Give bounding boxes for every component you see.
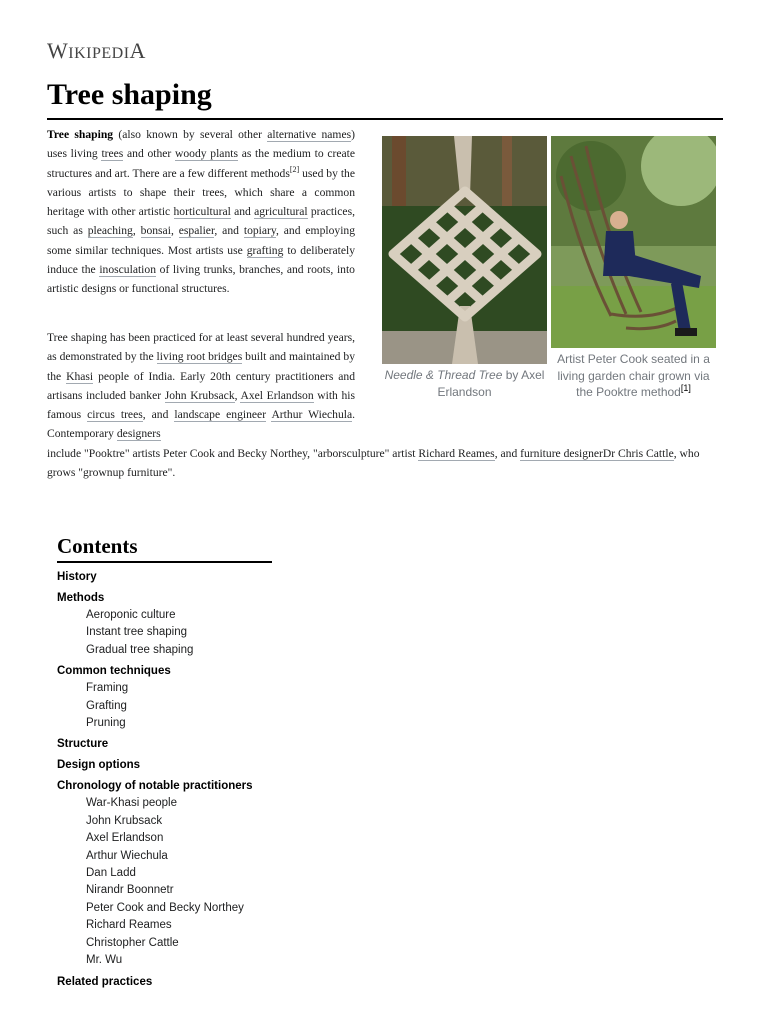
text: practices, such as xyxy=(47,205,355,238)
link-living-root-bridges[interactable]: living root bridges xyxy=(156,350,243,364)
toc-title: Contents xyxy=(57,534,272,563)
wordmark-letters: IKIPEDI xyxy=(68,45,130,62)
caption-text: Artist Peter Cook seated in a living garden chair grown via the Pooktre method xyxy=(557,352,710,399)
page-title: Tree shaping xyxy=(47,76,723,120)
text: and other xyxy=(123,147,176,161)
reference-2[interactable]: [2] xyxy=(289,164,300,174)
link-bonsai[interactable]: bonsai xyxy=(140,224,171,238)
wikipedia-wordmark[interactable] xyxy=(47,38,146,64)
toc-section-link[interactable]: Common techniques xyxy=(57,665,171,678)
link-khasi[interactable]: Khasi xyxy=(66,369,94,383)
toc-subsection-link[interactable]: War-Khasi people xyxy=(86,797,177,810)
figure-caption xyxy=(551,351,716,401)
text: , and xyxy=(142,408,175,422)
link-axel-erlandson[interactable]: Axel Erlandson xyxy=(240,388,314,402)
toc-subsection-link[interactable]: Peter Cook and Becky Northey xyxy=(86,901,244,914)
link-agricultural[interactable]: agricultural xyxy=(254,205,308,219)
link-inosculation[interactable]: inosculation xyxy=(99,263,157,277)
text: of living trunks, branches, and roots, into artistic designs or functional structures. xyxy=(47,263,355,296)
toc-subsection-link[interactable]: Pruning xyxy=(86,717,126,730)
text: Tree shaping has been practiced for at least several hundred years, as demonstrated by the xyxy=(47,331,355,364)
figure-caption xyxy=(382,367,547,400)
link-richard-reames[interactable]: Richard Reames xyxy=(418,446,495,460)
text: ) uses living xyxy=(47,128,355,161)
toc-subsection-link[interactable]: Gradual tree shaping xyxy=(86,643,194,656)
toc-subsection-link[interactable]: Mr. Wu xyxy=(86,954,123,967)
wordmark-letter: A xyxy=(129,38,146,63)
toc-subsection-link[interactable]: Richard Reames xyxy=(86,919,172,932)
text: and xyxy=(230,205,255,219)
toc-list xyxy=(57,569,287,991)
link-dr-chris-cattle[interactable]: Dr Chris Cattle xyxy=(602,446,674,460)
text: as the medium to create structures and art. There are a few different methods xyxy=(47,147,356,180)
toc-section-link[interactable]: Chronology of notable practitioners xyxy=(57,780,253,793)
toc-section-link[interactable]: History xyxy=(57,571,97,583)
link-john-krubsack[interactable]: John Krubsack xyxy=(164,388,235,402)
text: , and employing some similar techniques. Most artists use xyxy=(47,224,356,257)
caption-title: Needle & Thread Tree xyxy=(384,368,503,382)
toc-subsection-link[interactable]: Aeroponic culture xyxy=(86,609,176,621)
text: . Contemporary xyxy=(47,408,356,441)
text: , xyxy=(132,224,141,238)
link-designers[interactable]: designers xyxy=(116,427,161,441)
link-alternative-names[interactable]: alternative names xyxy=(267,128,352,141)
toc-section-link[interactable]: Methods xyxy=(57,592,105,604)
toc-section-link[interactable]: Related practices xyxy=(57,975,153,988)
text: , who grows "grownup furniture". xyxy=(47,446,700,480)
text: (also known by several other xyxy=(113,128,268,141)
lead-paragraph xyxy=(47,125,355,310)
link-woody-plants[interactable]: woody plants xyxy=(175,147,238,161)
text: to deliberately induce the xyxy=(47,243,355,277)
link-landscape-engineer[interactable]: landscape engineer xyxy=(174,408,267,422)
toc-subsection-link[interactable]: Arthur Wiechula xyxy=(86,849,168,862)
toc-section-link[interactable]: Design options xyxy=(57,759,141,772)
wordmark-letter: W xyxy=(47,38,69,63)
text: built and maintained by the xyxy=(47,350,355,383)
text: people of India. Early 20th century practitioners and artisans included banker xyxy=(47,369,356,402)
link-topiary[interactable]: topiary xyxy=(243,224,276,238)
link-arthur-wiechula[interactable]: Arthur Wiechula xyxy=(271,408,353,422)
text: , xyxy=(234,388,241,402)
living-chair-image[interactable] xyxy=(551,136,716,348)
tree-lattice-image[interactable] xyxy=(382,136,547,364)
text: used by the various artists to shape their trees, which share a common heritage with other artistic xyxy=(47,166,355,219)
toc-subsection-link[interactable]: Instant tree shaping xyxy=(86,626,188,639)
toc-subsection-link[interactable]: Grafting xyxy=(86,699,127,712)
reference-1[interactable]: [1] xyxy=(680,383,691,393)
toc-subsection-link[interactable]: Framing xyxy=(86,682,129,695)
figure-needle-thread-tree xyxy=(382,136,547,400)
toc-subsection-link[interactable]: Christopher Cattle xyxy=(86,936,179,949)
text: , and xyxy=(214,224,244,238)
link-pleaching[interactable]: pleaching xyxy=(87,224,133,238)
link-horticultural[interactable]: horticultural xyxy=(173,205,231,219)
text: with his famous xyxy=(47,388,355,422)
table-of-contents xyxy=(57,534,287,991)
link-circus-trees[interactable]: circus trees xyxy=(87,408,143,422)
link-grafting[interactable]: grafting xyxy=(246,243,284,257)
link-furniture-designer[interactable]: furniture designer xyxy=(520,446,603,460)
toc-section-link[interactable]: Structure xyxy=(57,738,109,751)
toc-subsection-link[interactable]: Nirandr Boonnetr xyxy=(86,884,174,897)
text: , and xyxy=(494,446,521,460)
article-subject: Tree shaping xyxy=(47,128,114,141)
text: , xyxy=(170,224,179,238)
toc-subsection-link[interactable]: Axel Erlandson xyxy=(86,832,164,845)
link-espalier[interactable]: espalier xyxy=(178,224,215,238)
link-trees[interactable]: trees xyxy=(101,147,124,161)
figure-pooktre-chair xyxy=(551,136,716,401)
toc-subsection-link[interactable]: Dan Ladd xyxy=(86,867,136,880)
toc-subsection-link[interactable]: John Krubsack xyxy=(86,814,163,827)
text: include "Pooktre" artists Peter Cook and Becky Northey, "arborsculpture" artist xyxy=(47,446,419,460)
caption-text: by Axel Erlandson xyxy=(437,368,545,399)
